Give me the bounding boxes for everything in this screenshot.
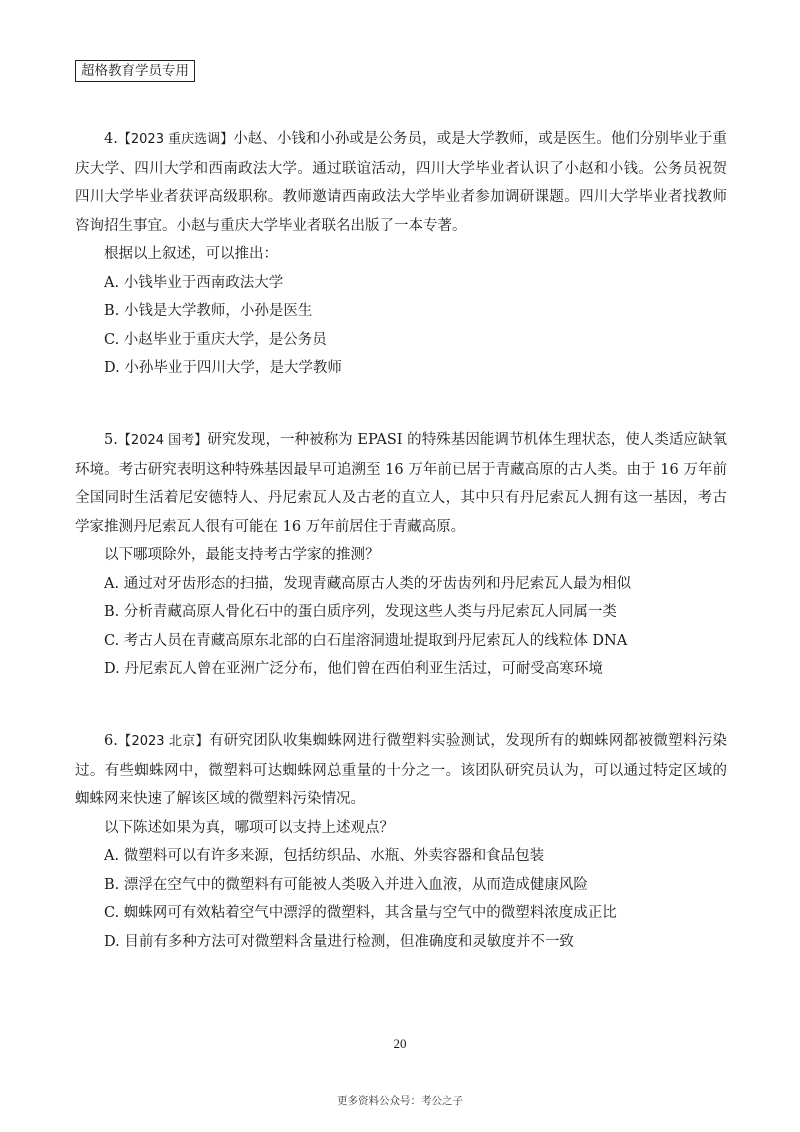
question-stem	[75, 426, 727, 541]
option-d: D. 小孙毕业于四川大学，是大学教师	[104, 360, 342, 376]
option-d: D. 目前有多种方法可对微塑料含量进行检测，但准确度和灵敏度并不一致	[104, 933, 574, 950]
option-a: A. 微塑料可以有许多来源，包括纺织品、水瓶、外卖容器和食品包装	[104, 848, 545, 864]
option-b: B. 分析青藏高原人骨化石中的蛋白质序列，发现这些人类与丹尼索瓦人同属一类	[104, 604, 617, 620]
option-a: A. 通过对牙齿形态的扫描，发现青藏高原古人类的牙齿齿列和丹尼索瓦人最为相似	[104, 575, 632, 592]
option-c: C. 小赵毕业于重庆大学，是公务员	[104, 331, 327, 348]
question-number: 4.	[104, 131, 118, 147]
question-source-tag: 【2024 国考】	[117, 433, 208, 448]
question-prompt: 以下哪项除外，最能支持考古学家的推测？	[104, 547, 380, 563]
question-number: 5.	[104, 432, 118, 448]
option-c: C. 考古人员在青藏高原东北部的白石崖溶洞遗址提取到丹尼索瓦人的线粒体 DNA	[104, 632, 628, 649]
page-number: 20	[393, 1036, 407, 1051]
question-4	[75, 125, 727, 383]
header-label: 超格教育学员专用	[75, 60, 195, 82]
question-text: 有研究团队收集蜘蛛网进行微塑料实验测试，发现所有的蜘蛛网都被微塑料污染过。有些蜘蛛网中，微塑料可达蜘蛛网总重量的十分之一。该团队研究员认为，可以通过特定区域的蜘蛛网来快速了解该区域的微塑料污染情况。	[75, 733, 728, 807]
option-b: B. 小钱是大学教师，小孙是医生	[104, 303, 313, 319]
question-text: 研究发现，一种被称为 EPASI 的特殊基因能调节机体生理状态，使人类适应缺氧环境。考古研究表明这种特殊基因最早可追溯至 16 万年前已居于青藏高原的古人类。由于 16 万年前全国同时生活着尼安德特人、丹尼索瓦人及古老的直立人，其中只有丹尼索瓦人拥有这一基因，考古学家推测丹尼索瓦人很有可能在 16 万年前居住于青藏高原。	[75, 432, 728, 535]
question-5	[75, 426, 727, 684]
question-stem	[75, 125, 727, 240]
question-source-tag: 【2023 重庆选调】	[117, 132, 234, 147]
question-source-tag: 【2023 北京】	[117, 734, 209, 749]
question-prompt: 以下陈述如果为真，哪项可以支持上述观点？	[104, 819, 394, 836]
option-d: D. 丹尼索瓦人曾在亚洲广泛分布，他们曾在西伯利亚生活过，可耐受高寒环境	[104, 661, 603, 677]
question-6	[75, 727, 727, 956]
option-a: A. 小钱毕业于西南政法大学	[104, 274, 284, 291]
footer-note: 更多资料公众号：考公之子	[337, 1095, 463, 1107]
question-number: 6.	[104, 733, 118, 749]
option-c: C. 蜘蛛网可有效粘着空气中漂浮的微塑料，其含量与空气中的微塑料浓度成正比	[104, 905, 617, 921]
question-stem	[75, 727, 727, 814]
question-prompt: 根据以上叙述，可以推出：	[104, 246, 278, 262]
question-text: 小赵、小钱和小孙或是公务员，或是大学教师，或是医生。他们分别毕业于重庆大学、四川大学和西南政法大学。通过联谊活动，四川大学毕业者认识了小赵和小钱。公务员祝贺四川大学毕业者获评高级职称。教师邀请西南政法大学毕业者参加调研课题。四川大学毕业者找教师咨询招生事宜。小赵与重庆大学毕业者联名出版了一本专著。	[75, 131, 728, 234]
option-b: B. 漂浮在空气中的微塑料有可能被人类吸入并进入血液，从而造成健康风险	[104, 876, 588, 893]
